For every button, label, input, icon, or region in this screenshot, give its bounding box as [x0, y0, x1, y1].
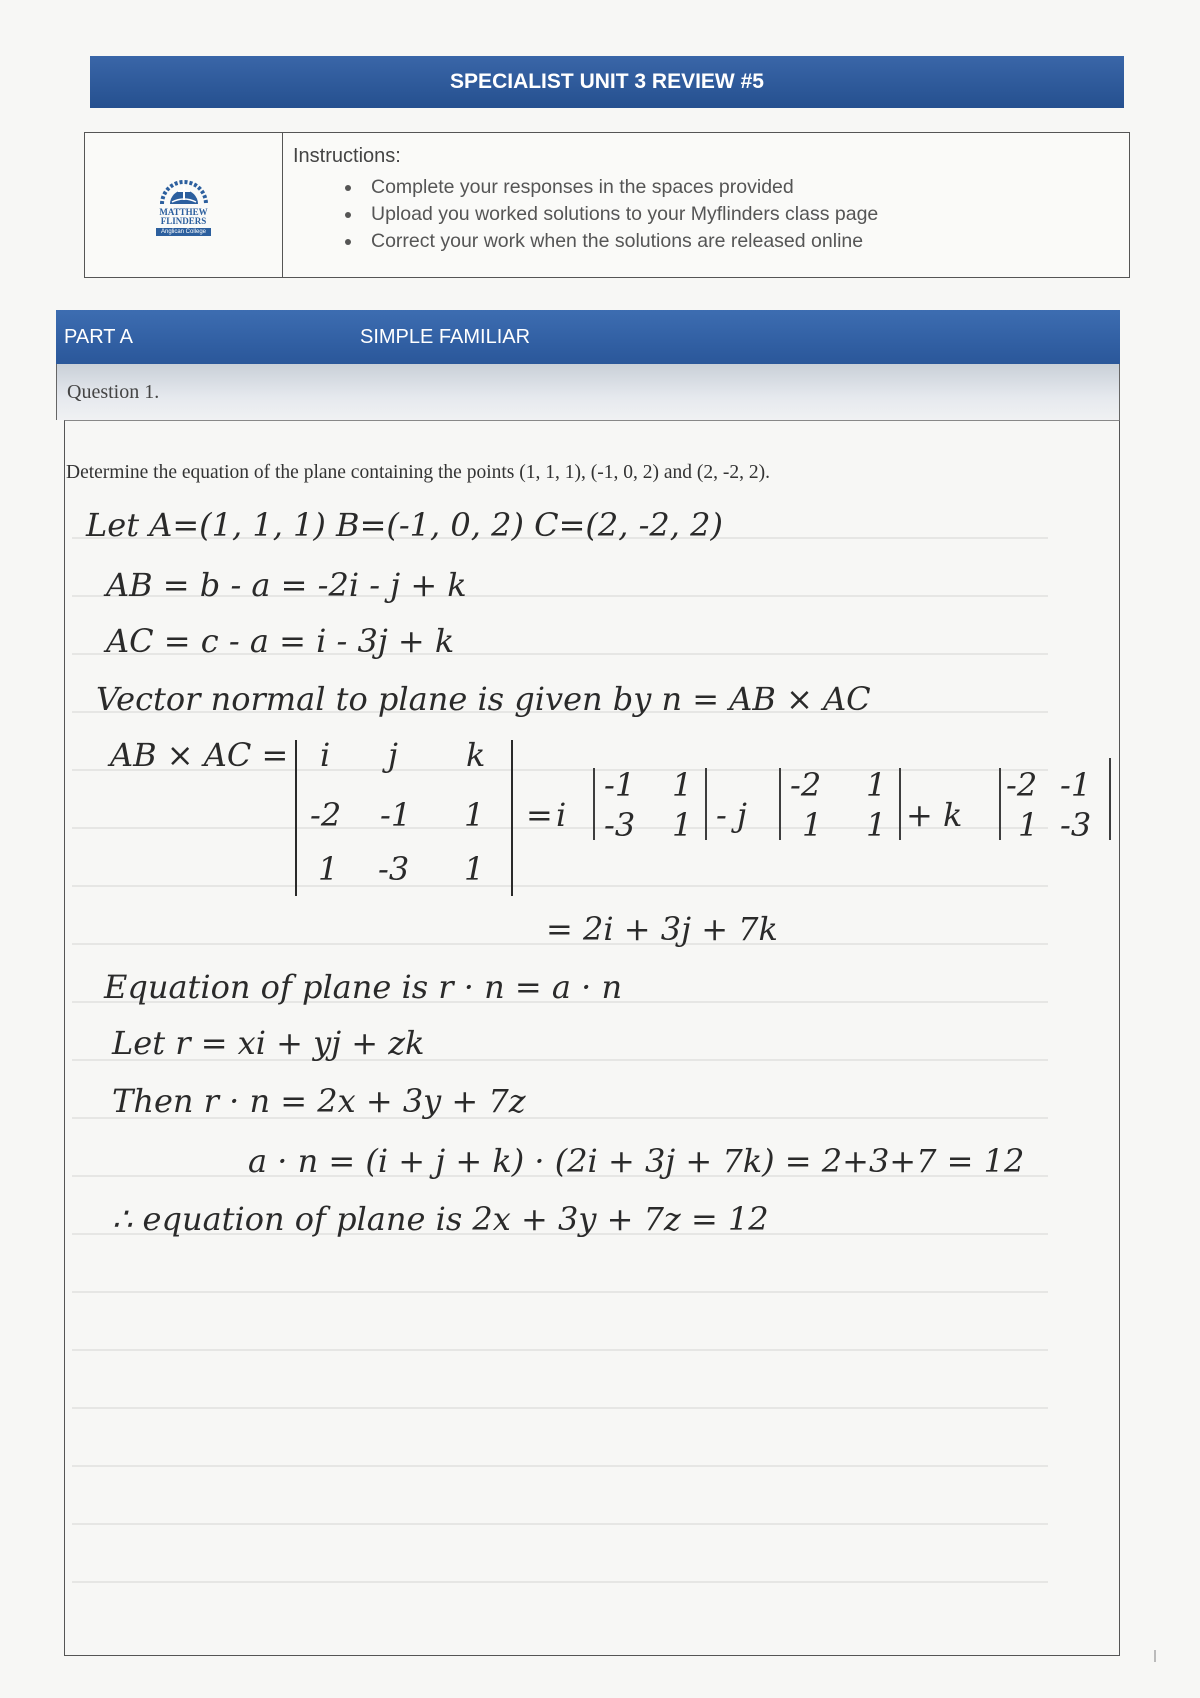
- minor-cell: -1: [604, 766, 636, 804]
- determinant-cell: 1: [318, 850, 339, 888]
- worksheet-title: SPECIALIST UNIT 3 REVIEW #5: [90, 56, 1124, 108]
- expansion-j: - j: [716, 796, 747, 834]
- determinant-cell: 1: [464, 850, 485, 888]
- cross-product-result: = 2i + 3j + 7k: [546, 910, 778, 948]
- minor-cell: 1: [802, 806, 823, 844]
- working-line-points: Let A=(1, 1, 1) B=(-1, 0, 2) C=(2, -2, 2): [86, 506, 723, 544]
- part-category: SIMPLE FAMILIAR: [360, 325, 531, 348]
- instructions-heading: Instructions:: [293, 145, 401, 167]
- part-label: PART A: [64, 325, 133, 348]
- minor-cell: 1: [866, 766, 887, 804]
- minor-cell: -3: [604, 806, 636, 844]
- logo-subtitle: Anglican College: [156, 228, 211, 236]
- page-margin-mark: [1154, 1650, 1156, 1662]
- expansion-equals: =: [526, 796, 553, 834]
- determinant-cell: k: [466, 736, 486, 774]
- logo-line-1: MATTHEW: [159, 207, 208, 217]
- working-line-r-dot-n: Then r · n = 2x + 3y + 7z: [112, 1082, 526, 1120]
- minor-cell: -3: [1060, 806, 1092, 844]
- final-answer: ∴ equation of plane is 2x + 3y + 7z = 12: [112, 1200, 769, 1238]
- minor-cell: -2: [1006, 766, 1038, 804]
- determinant-cell: j: [388, 736, 398, 774]
- working-line-equation-form: Equation of plane is r · n = a · n: [104, 968, 623, 1006]
- expansion-k: + k: [906, 796, 963, 834]
- working-line-a-dot-n: a · n = (i + j + k) · (2i + 3j + 7k) = 2+3+7 = 12: [248, 1142, 1025, 1180]
- determinant-cell: -2: [310, 796, 342, 834]
- working-line-normal: Vector normal to plane is given by n = AB × AC: [96, 680, 871, 718]
- expansion-i: i: [556, 796, 567, 834]
- minor-cell: 1: [866, 806, 887, 844]
- working-line-ab: AB = b - a = -2i - j + k: [106, 566, 467, 604]
- determinant-cell: i: [320, 736, 331, 774]
- working-line-let-r: Let r = xi + yj + zk: [112, 1024, 425, 1062]
- minor-cell: 1: [1018, 806, 1039, 844]
- determinant-cell: -3: [378, 850, 410, 888]
- instruction-item: • Correct your work when the solutions are released online: [363, 228, 878, 255]
- minor-cell: 1: [672, 766, 693, 804]
- minor-cell: -1: [1060, 766, 1092, 804]
- minor-cell: 1: [672, 806, 693, 844]
- minor-cell: -2: [790, 766, 822, 804]
- determinant-cell: -1: [380, 796, 412, 834]
- determinant-label: AB × AC =: [110, 736, 289, 774]
- determinant-cell: 1: [464, 796, 485, 834]
- logo-line-2: FLINDERS: [160, 216, 207, 226]
- instruction-item: • Complete your responses in the spaces provided: [363, 174, 878, 201]
- working-line-ac: AC = c - a = i - 3j + k: [106, 622, 455, 660]
- instruction-item: • Upload you worked solutions to your Myflinders class page: [363, 201, 878, 228]
- question-label: Question 1.: [67, 380, 160, 403]
- question-prompt: Determine the equation of the plane containing the points (1, 1, 1), (-1, 0, 2) and (2, -2, 2).: [66, 462, 770, 483]
